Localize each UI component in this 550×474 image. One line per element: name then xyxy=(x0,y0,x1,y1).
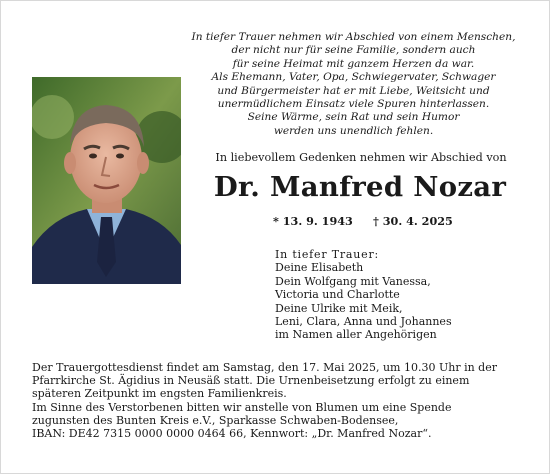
mourners-heading: In tiefer Trauer: xyxy=(275,248,380,261)
mourner-line: Deine Elisabeth xyxy=(275,261,364,275)
mourner-line: Dein Wolfgang mit Vanessa, xyxy=(275,274,431,288)
info-line: Pfarrkirche St. Ägidius in Neusäß statt. Die Urnenbeisetzung erfolgt zu einem xyxy=(32,374,470,388)
verse-line: Seine Wärme, sein Rat und sein Humor xyxy=(247,111,460,124)
info-line: späteren Zeitpunkt im engsten Familienkreis. xyxy=(32,387,287,401)
funeral-information xyxy=(32,361,537,440)
memorial-verse xyxy=(181,31,526,138)
verse-line: Als Ehemann, Vater, Opa, Schwiegervater, Schwager xyxy=(211,71,496,84)
life-dates xyxy=(273,214,453,228)
verse-line: In tiefer Trauer nehmen wir Abschied von einem Menschen, xyxy=(191,31,516,43)
mourners-list xyxy=(275,248,452,342)
mourner-line: Leni, Clara, Anna und Johannes xyxy=(275,315,452,329)
mourner-line: Victoria und Charlotte xyxy=(275,288,400,302)
info-line: IBAN: DE42 7315 0000 0000 0464 66, Kennwort: „Dr. Manfred Nozar“. xyxy=(32,427,432,441)
birth-date: * 13. 9. 1943 xyxy=(273,214,353,228)
info-line: zugunsten des Bunten Kreis e.V., Sparkasse Schwaben-Bodensee, xyxy=(32,413,399,427)
mourner-line: Deine Ulrike mit Meik, xyxy=(275,301,403,315)
deceased-name: Dr. Manfred Nozar xyxy=(213,171,507,203)
info-line: Im Sinne des Verstorbenen bitten wir anstelle von Blumen um eine Spende xyxy=(32,400,452,414)
verse-line: für seine Heimat mit ganzem Herzen da war. xyxy=(232,57,475,70)
verse-line: der nicht nur für seine Familie, sondern auch xyxy=(231,44,476,57)
intro-text: In liebevollem Gedenken nehmen wir Abschied von xyxy=(215,151,507,164)
portrait-illustration xyxy=(32,77,181,284)
verse-line: werden uns unendlich fehlen. xyxy=(273,124,434,137)
verse-line: und Bürgermeister hat er mit Liebe, Weitsicht und xyxy=(217,84,490,97)
mourner-line: im Namen aller Angehörigen xyxy=(275,328,437,342)
verse-line: unermüdlichem Einsatz viele Spuren hinterlassen. xyxy=(217,98,490,111)
info-line: Der Trauergottesdienst findet am Samstag, den 17. Mai 2025, um 10.30 Uhr in der xyxy=(32,361,497,374)
death-date: † 30. 4. 2025 xyxy=(373,214,453,228)
portrait-photo xyxy=(32,77,181,284)
